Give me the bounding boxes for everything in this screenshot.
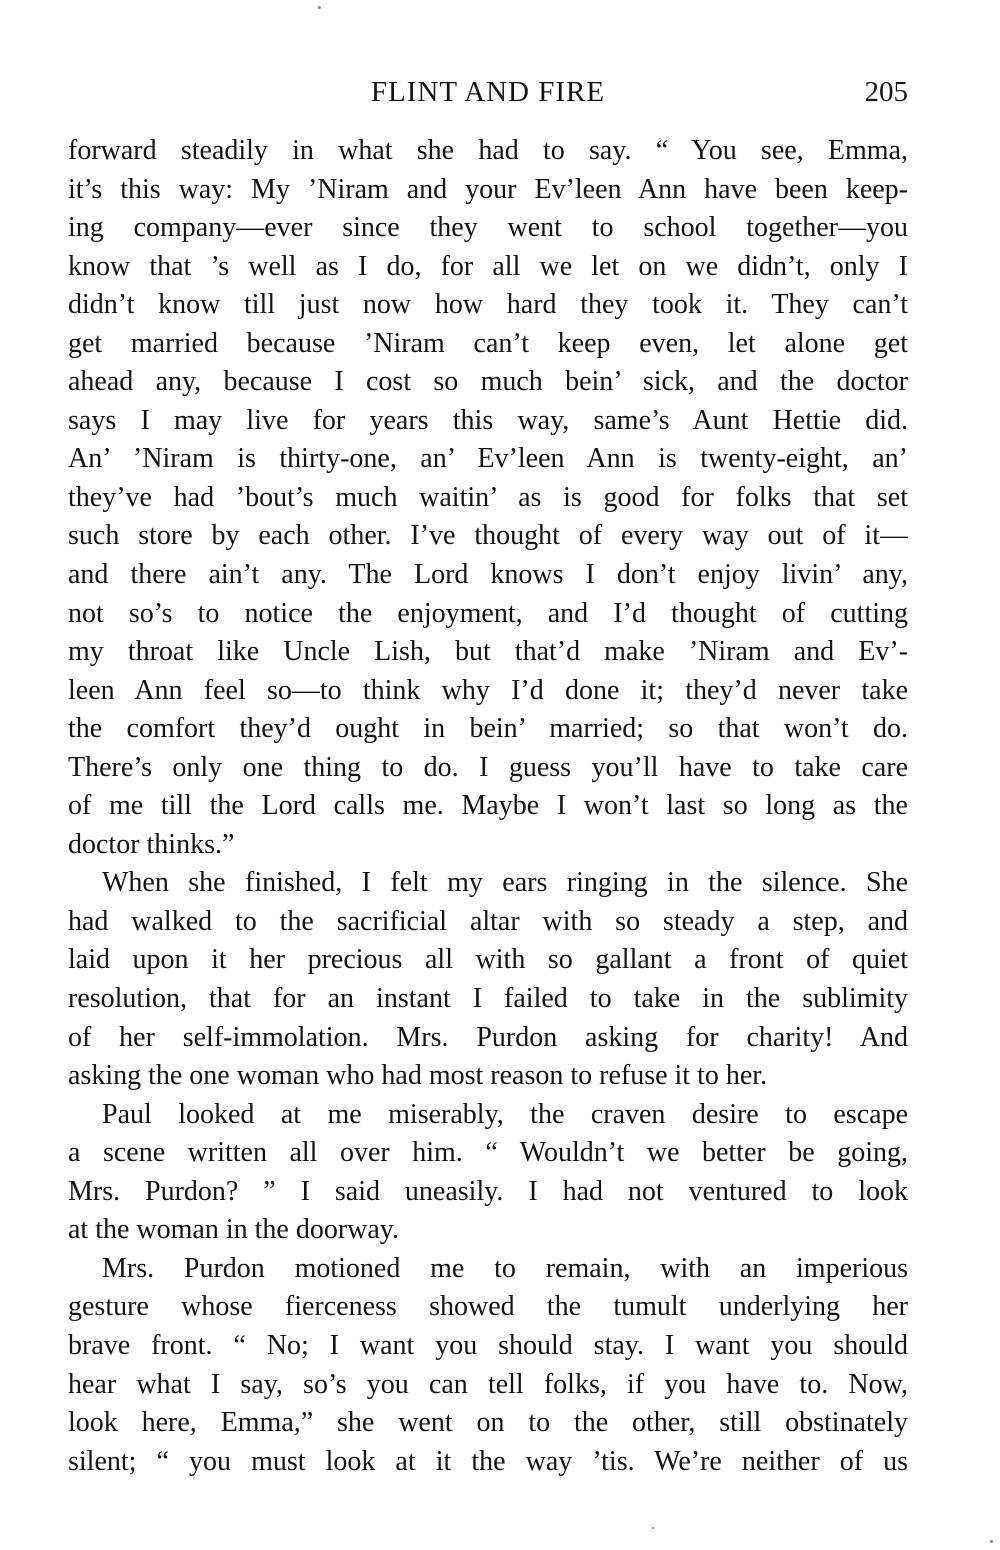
text-line: of her self-immolation. Mrs. Purdon asking for charity! And — [68, 1021, 908, 1053]
text-line: silent; “ you must look at it the way ’tis. We’re neither of us — [68, 1445, 908, 1477]
text-line: Paul looked at me miserably, the craven desire to escape — [102, 1098, 908, 1130]
running-title: FLINT AND FIRE — [370, 76, 606, 108]
page-number: 205 — [864, 76, 908, 108]
running-head — [68, 72, 908, 112]
text-line: laid upon it her precious all with so gallant a front of quiet — [68, 944, 908, 976]
text-line: forward steadily in what she had to say. “ You see, Emma, — [68, 135, 908, 166]
paragraph — [68, 1096, 908, 1250]
text-line: resolution, that for an instant I failed to take in the sublimity — [68, 983, 908, 1015]
text-line: ing company—ever since they went to school together—you — [68, 212, 908, 244]
text-line: hear what I say, so’s you can tell folks, if you have to. Now, — [68, 1368, 908, 1400]
print-speck — [652, 1527, 654, 1529]
text-line: gesture whose fierceness showed the tumult underlying her — [68, 1291, 908, 1323]
text-line: leen Ann feel so—to think why I’d done it; they’d never take — [68, 674, 908, 706]
text-line: not so’s to notice the enjoyment, and I’d thought of cutting — [68, 597, 908, 629]
text-line: Mrs. Purdon? ” I said uneasily. I had not ventured to look — [68, 1175, 908, 1207]
text-line: There’s only one thing to do. I guess you’ll have to take care — [68, 751, 908, 783]
text-line: look here, Emma,” she went on to the other, still obstinately — [68, 1407, 908, 1439]
text-line: it’s this way: My ’Niram and your Ev’leen Ann have been keep- — [68, 173, 908, 205]
text-line: such store by each other. I’ve thought of every way out of it— — [68, 520, 908, 552]
body-text — [68, 132, 908, 1481]
text-line: When she finished, I felt my ears ringing in the silence. She — [102, 867, 908, 899]
text-line: An’ ’Niram is thirty-one, an’ Ev’leen Ann is twenty-eight, an’ — [68, 443, 908, 475]
print-speck — [318, 6, 321, 9]
print-speck — [990, 1540, 993, 1543]
paragraph — [68, 1250, 908, 1481]
text-line: and there ain’t any. The Lord knows I don’t enjoy livin’ any, — [68, 559, 908, 591]
text-line: at the woman in the doorway. — [68, 1214, 399, 1246]
paragraph — [68, 864, 908, 1095]
text-line: asking the one woman who had most reason to refuse it to her. — [68, 1060, 768, 1092]
text-line: they’ve had ’bout’s much waitin’ as is good for folks that set — [68, 481, 908, 513]
text-line: my throat like Uncle Lish, but that’d make ’Niram and Ev’- — [68, 636, 908, 668]
text-line: doctor thinks.” — [68, 828, 235, 860]
text-line: know that ’s well as I do, for all we let on we didn’t, only I — [68, 250, 908, 282]
text-line: had walked to the sacrificial altar with so steady a step, and — [68, 905, 908, 937]
text-line: brave front. “ No; I want you should stay. I want you should — [68, 1329, 908, 1361]
text-line: ahead any, because I cost so much bein’ sick, and the doctor — [68, 366, 908, 398]
text-line: the comfort they’d ought in bein’ married; so that won’t do. — [68, 713, 908, 745]
text-line: Mrs. Purdon motioned me to remain, with an imperious — [102, 1252, 908, 1284]
text-line: says I may live for years this way, same’s Aunt Hettie did. — [68, 404, 908, 436]
paragraph — [68, 132, 908, 864]
text-line: a scene written all over him. “ Wouldn’t we better be going, — [68, 1137, 908, 1169]
text-line: didn’t know till just now how hard they took it. They can’t — [68, 289, 908, 321]
text-line: get married because ’Niram can’t keep even, let alone get — [68, 327, 908, 359]
text-line: of me till the Lord calls me. Maybe I won’t last so long as the — [68, 790, 908, 822]
